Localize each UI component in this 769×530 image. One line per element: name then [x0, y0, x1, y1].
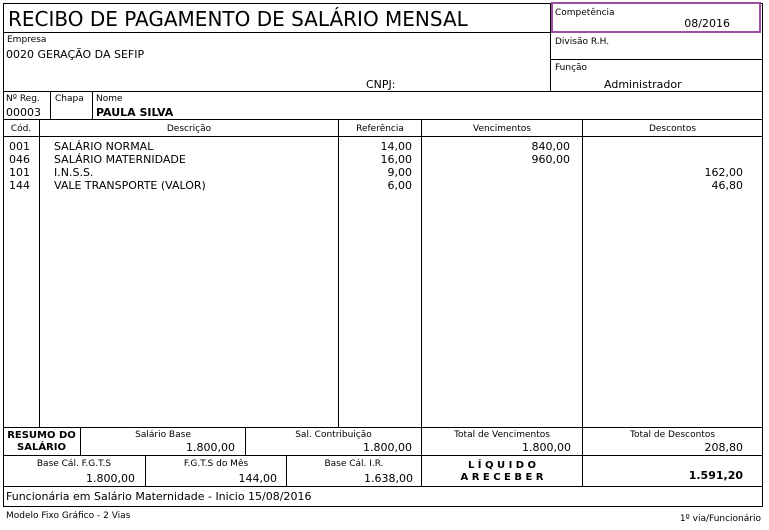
table-row-descontos: 162,00 — [704, 166, 743, 179]
col-header-vencimentos: Vencimentos — [473, 124, 531, 134]
total-vencimentos-label: Total de Vencimentos — [454, 430, 550, 440]
reg-label: Nº Reg. — [6, 94, 40, 104]
col-descricao — [54, 140, 334, 192]
liquido-line1: L Í Q U I D O — [467, 460, 537, 471]
fgts-mes-value: 144,00 — [238, 472, 277, 485]
sal-contribuicao-value: 1.800,00 — [363, 441, 412, 454]
divisao-label: Divisão R.H. — [555, 37, 610, 47]
table-row-cod: 101 — [9, 166, 30, 179]
footer-note: Funcionária em Salário Maternidade - Inicio 15/08/2016 — [6, 490, 312, 503]
table-row-cod: 046 — [9, 153, 30, 166]
table-row-descricao: I.N.S.S. — [54, 166, 94, 179]
table-row-vencimentos — [425, 179, 570, 192]
via-label: 1º via/Funcionário — [679, 514, 761, 524]
competencia-label: Competência — [555, 8, 615, 18]
base-fgts-value: 1.800,00 — [86, 472, 135, 485]
liquido-value: 1.591,20 — [688, 469, 743, 482]
table-row-descontos: 46,80 — [711, 179, 743, 192]
empresa-label: Empresa — [7, 35, 47, 45]
col-referencia — [342, 140, 412, 192]
page-title: RECIBO DE PAGAMENTO DE SALÁRIO MENSAL — [8, 7, 468, 31]
table-row-referencia: 16,00 — [380, 153, 412, 166]
table-row-vencimentos: 840,00 — [531, 140, 570, 153]
liquido-line2: A R E C E B E R — [460, 472, 544, 483]
funcao-label: Função — [555, 63, 588, 73]
resumo-line2: SALÁRIO — [17, 442, 66, 453]
funcao-value: Administrador — [604, 78, 682, 91]
table-row-referencia: 6,00 — [387, 179, 412, 192]
sal-contribuicao-label: Sal. Contribuição — [295, 430, 372, 440]
nome-value: PAULA SILVA — [96, 106, 174, 119]
table-row-descontos — [586, 140, 743, 153]
salario-base-label: Salário Base — [135, 430, 191, 440]
base-fgts-label: Base Cál. F.G.T.S — [36, 459, 112, 469]
model-label: Modelo Fixo Gráfico - 2 Vias — [6, 511, 131, 521]
col-header-referencia: Referência — [356, 124, 404, 134]
salario-base-value: 1.800,00 — [186, 441, 235, 454]
table-row-vencimentos: 960,00 — [531, 153, 570, 166]
table-row-cod: 001 — [9, 140, 30, 153]
resumo-line1: RESUMO DO — [7, 430, 76, 441]
fgts-mes-label: F.G.T.S do Mês — [183, 459, 249, 469]
table-row-referencia: 9,00 — [387, 166, 412, 179]
total-descontos-label: Total de Descontos — [629, 430, 716, 440]
col-header-descricao: Descrição — [166, 124, 212, 134]
total-descontos-value: 208,80 — [704, 441, 743, 454]
col-header-cod: Cód. — [10, 124, 32, 134]
col-descontos — [586, 140, 743, 192]
table-row-vencimentos — [425, 166, 570, 179]
chapa-label: Chapa — [55, 94, 84, 104]
base-ir-value: 1.638,00 — [364, 472, 413, 485]
competencia-value: 08/2016 — [684, 17, 730, 30]
reg-value: 00003 — [6, 106, 41, 119]
total-vencimentos-value: 1.800,00 — [522, 441, 571, 454]
cnpj-label: CNPJ: — [366, 78, 396, 91]
empresa-value: 0020 GERAÇÃO DA SEFIP — [6, 48, 145, 61]
table-row-descontos — [586, 153, 743, 166]
table-row-descricao: SALÁRIO MATERNIDADE — [54, 153, 186, 166]
table-row-descricao: VALE TRANSPORTE (VALOR) — [54, 179, 206, 192]
table-row-referencia: 14,00 — [380, 140, 412, 153]
nome-label: Nome — [96, 94, 123, 104]
table-row-cod: 144 — [9, 179, 30, 192]
table-row-descricao: SALÁRIO NORMAL — [54, 140, 154, 153]
base-ir-label: Base Cál. I.R. — [324, 459, 384, 469]
col-header-descontos: Descontos — [648, 124, 697, 134]
col-cod — [9, 140, 37, 192]
col-vencimentos — [425, 140, 570, 192]
